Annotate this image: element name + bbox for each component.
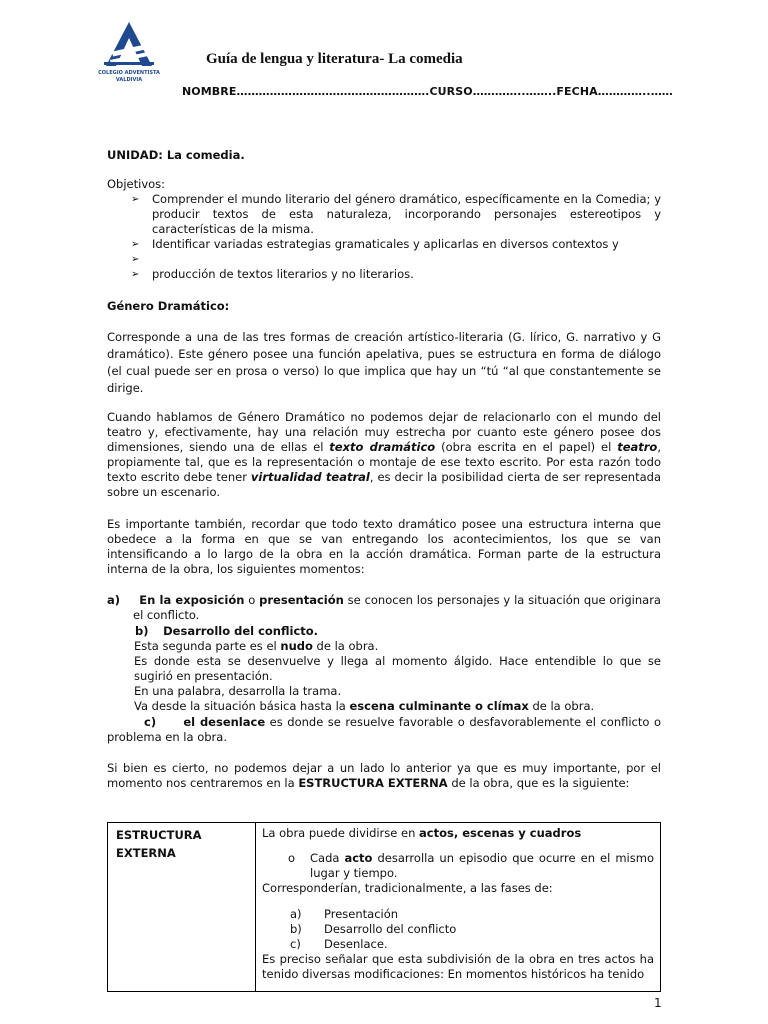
logo-text-line2: VALDIVIA (115, 77, 143, 83)
external-structure-table (107, 822, 661, 992)
genre-heading: Género Dramático: (107, 299, 230, 313)
logo-emblem-icon (98, 18, 160, 90)
logo-text-line1: COLEGIO ADVENTISTA (98, 70, 160, 76)
arrow-bullet-icon: ➢ (131, 194, 140, 205)
objective-item: ➢ Identificar variadas estrategias gramaticales y aplicarlas en diversos contextos y (131, 237, 619, 251)
arrow-bullet-icon: ➢ (131, 269, 140, 280)
genre-paragraph-3: Es importante también, recordar que todo texto dramático posee una estructura interna que obedece a la forma en que se van entregando los acontecimientos, los que se van intensificando a lo largo de la obra en la acción dramática. Forman parte de la estructura interna de la obra, los siguientes momentos: (107, 517, 661, 576)
table-closing-text: Es preciso señalar que esta subdivisión de la obra en tres actos ha tenido diversas modificaciones: En momentos históricos ha tenido (262, 952, 654, 981)
moment-b-body: Esta segunda parte es el nudo de la obra. Es donde esta se desenvuelve y llega al momento álgido. Hace entendible lo que se sugirió en presentación. En una palabra, desarrolla la trama. Va desde la situación básica hasta la escena culminante o clímax de la obra. (134, 639, 661, 713)
genre-paragraph-2: Cuando hablamos de Género Dramático no podemos dejar de relacionarlo con el mundo del teatro y, efectivamente, hay una relación muy estrecha por cuanto este género posee dos dimensiones, siendo una de ellas el texto dramático (obra escrita en el papel) el teatro, propiamente tal, que es la representación o montaje de ese texto escrito. Por esta razón todo texto escrito debe tener virtualidad teatral, es decir la posibilidad cierta de ser representada sobre un escenario. (107, 410, 662, 499)
objective-item (107, 252, 661, 267)
objectives-list (107, 192, 661, 282)
moment-b-title: b) Desarrollo del conflicto. (135, 624, 319, 638)
arrow-bullet-icon: ➢ (131, 254, 140, 265)
school-logo (98, 18, 160, 88)
student-info-line: NOMBRE…………………………………………….CURSO…………..……..FECHA…………..…… (182, 85, 673, 98)
objective-item: ➢ Comprender el mundo literario del género dramático, específicamente en la Comedia; y producir textos de esta naturaleza, incorporando personajes estereotipos y características de la misma. (131, 192, 661, 236)
table-header-cell: ESTRUCTURA EXTERNA (108, 823, 256, 991)
moment-a: a) En la exposición o presentación se conocen los personajes y la situación que originara el conflicto. (107, 593, 661, 622)
page-number: 1 (654, 996, 662, 1010)
unit-label: UNIDAD: La comedia. (107, 148, 245, 162)
moment-c: c) el desenlace es donde se resuelve favorable o desfavorablemente el conflicto o problema en la obra. (107, 715, 661, 744)
table-content-cell (256, 823, 660, 982)
genre-paragraph-1: Corresponde a una de las tres formas de creación artístico-literaria (G. lírico, G. narrativo y G dramático). Este género posee una función apelativa, pues se estructura en forma de diálogo (el cual puede ser en prosa o verso) lo que implica que hay un “tú “al que constantemente se dirige. (107, 330, 661, 395)
table-phase-item: a) Presentación (290, 907, 399, 921)
objective-item: ➢ producción de textos literarios y no literarios. (131, 267, 414, 281)
table-phase-item: b) Desarrollo del conflicto (290, 922, 457, 936)
table-correspond-line: Corresponderían, tradicionalmente, a las fases de: (262, 881, 553, 895)
arrow-bullet-icon: ➢ (131, 239, 140, 250)
document-title: Guía de lengua y literatura- La comedia (206, 51, 463, 67)
external-structure-paragraph: Si bien es cierto, no podemos dejar a un lado lo anterior ya que es muy importante, por el momento nos centraremos en la ESTRUCTURA EXTERNA de la obra, que es la siguiente: (107, 761, 661, 790)
table-phase-item: c) Desenlace. (290, 937, 388, 951)
circle-bullet-icon: o (288, 851, 296, 865)
objectives-heading: Objetivos: (107, 177, 166, 191)
table-act-item: o Cada acto desarrolla un episodio que ocurre en el mismo lugar y tiempo. (288, 851, 654, 880)
table-intro: La obra puede dividirse en actos, escenas y cuadros (262, 826, 582, 840)
